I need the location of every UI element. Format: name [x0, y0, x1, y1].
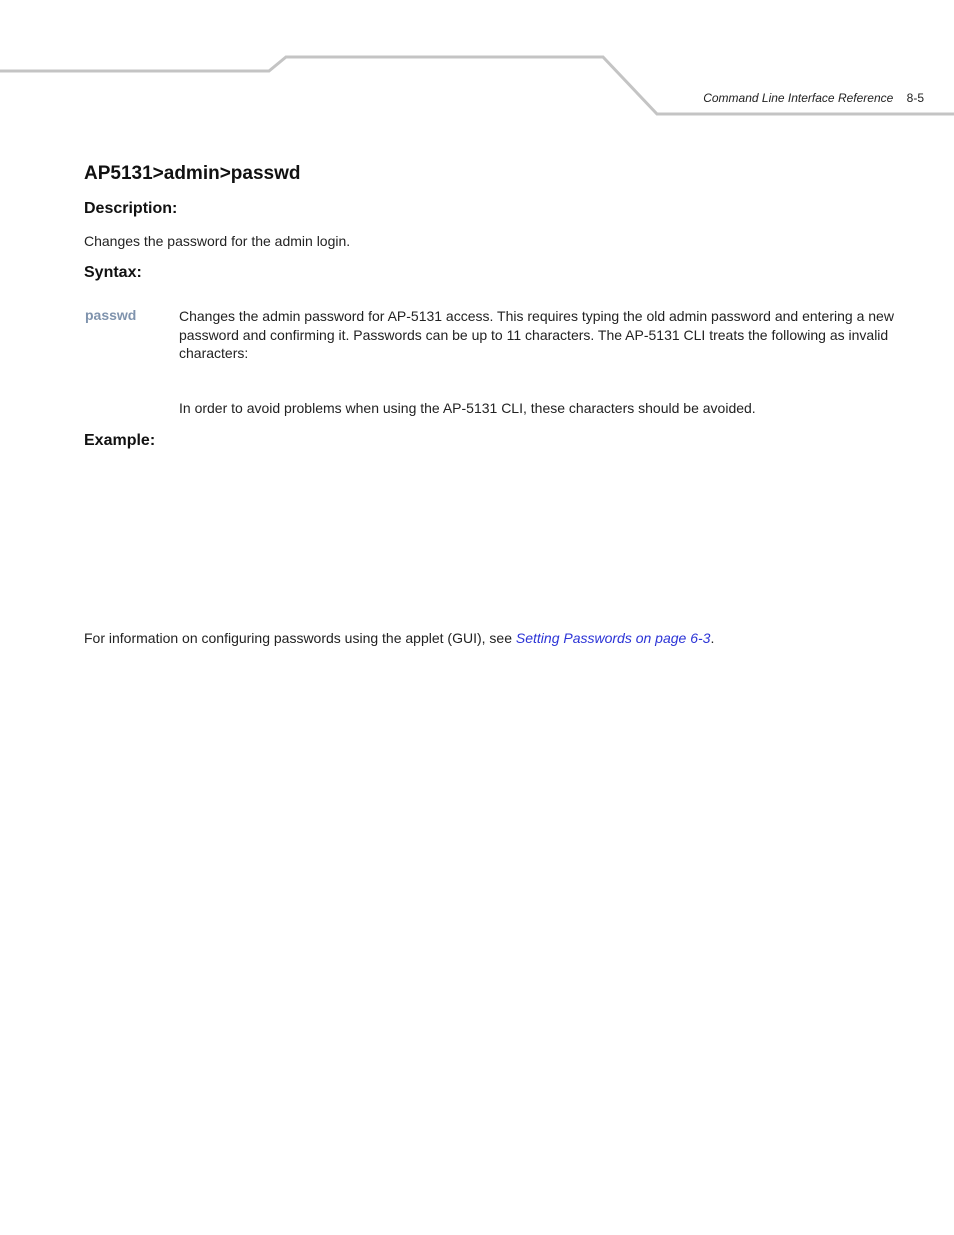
setting-passwords-link[interactable]: Setting Passwords on page 6-3	[515, 630, 711, 646]
gui-reference-note	[84, 630, 714, 646]
syntax-term: passwd	[85, 307, 137, 323]
example-heading: Example:	[84, 432, 156, 449]
running-header	[703, 91, 924, 105]
section-title: AP5131>admin>passwd	[84, 163, 301, 184]
description-text: Changes the password for the admin login.	[84, 233, 351, 249]
description-heading: Description:	[84, 200, 178, 217]
syntax-description: Changes the admin password for AP-5131 access. This requires typing the old admin password and entering a new password and confirming it. Passwords can be up to 11 characters. The AP-5131 CLI treats the following as invalid characters:	[179, 308, 894, 361]
gui-reference-text: For information on configuring passwords using the applet (GUI), see	[84, 630, 516, 646]
syntax-note: In order to avoid problems when using the AP-5131 CLI, these characters should be avoided.	[179, 400, 756, 416]
syntax-heading: Syntax:	[84, 264, 142, 281]
gui-reference-period: .	[710, 630, 715, 646]
chapter-title: Command Line Interface Reference	[703, 91, 894, 105]
page-number: 8-5	[906, 91, 924, 105]
